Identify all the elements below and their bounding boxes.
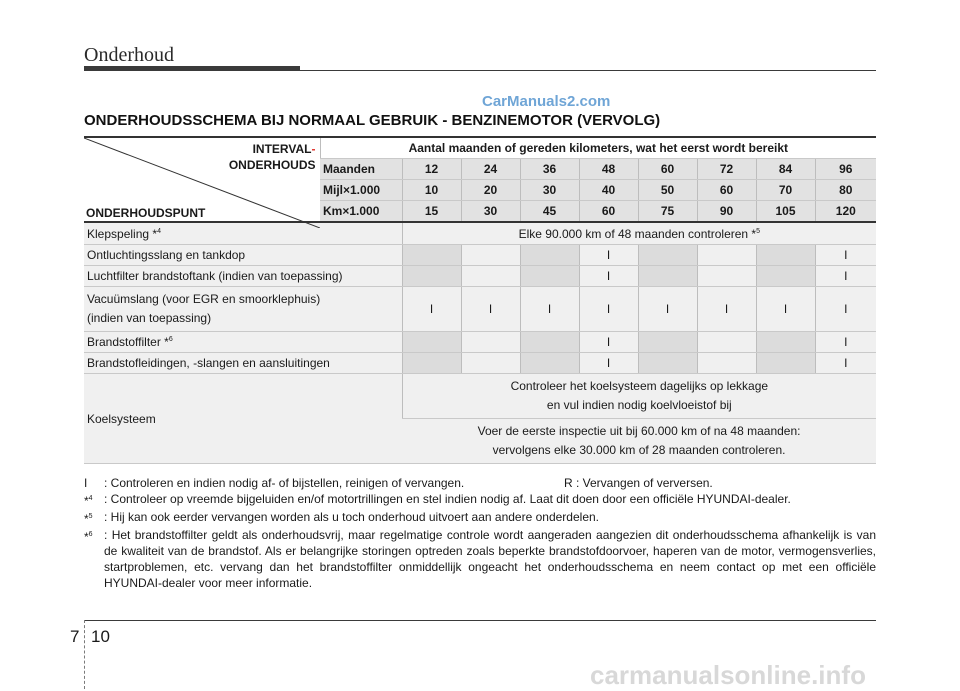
header-cell: 40 <box>579 180 638 201</box>
legend-row <box>84 475 876 491</box>
table-row <box>84 287 876 332</box>
header-row-label: Km×1.000 <box>320 201 402 223</box>
value-cell: I <box>579 287 638 332</box>
item-name: Klepspeling *$^4$ <box>84 222 402 245</box>
footnotes <box>84 475 876 591</box>
value-cell <box>520 245 579 266</box>
item-name: Ontluchtingsslang en tankdop <box>84 245 402 266</box>
page-header-title: Onderhoud <box>84 44 174 66</box>
header-cell: 24 <box>461 159 520 180</box>
legend-replace: R : Vervangen of verversen. <box>564 476 713 490</box>
legend-inspect: I : Controleren en indien nodig af- of bijstellen, reinigen of vervangen. <box>84 476 465 490</box>
value-cell: I <box>579 266 638 287</box>
footnote-4: *$^4$ : Controleer op vreemde bijgeluiden en/of motortrillingen en stel indien nodig af. Laat dit doen door een officiële HYUNDAI-dealer. <box>84 492 791 508</box>
footnote-6: *$^6$ : Het brandstoffilter geldt als onderhoudsvrij, maar regelmatige controle wordt aangeraden aangezien dit onderhoudsschema afhankelijk is van de kwaliteit van de brandstof. Als er belangrijke storingen optreden zoals beperkte brandstofdoorvoer, haperen van de motor, vermogensverlies, startproblemen, etc. vervang dan het brandstoffilter onmiddellijk ongeacht het onderhoudsschema en neem contact op met een officiële HYUNDAI-dealer voor meer informatie. <box>84 528 876 590</box>
header-cell: 15 <box>402 201 461 223</box>
table-header-caption-row <box>84 137 876 159</box>
koelsysteem-check-text: Controleer het koelsysteem dagelijks op lekkage en vul indien nodig koelvloeistof bij <box>402 374 876 419</box>
header-cell: 30 <box>461 201 520 223</box>
value-cell <box>697 332 756 353</box>
header-cell: 12 <box>402 159 461 180</box>
header-cell: 120 <box>815 201 876 223</box>
value-cell <box>402 353 461 374</box>
header-row-label: Maanden <box>320 159 402 180</box>
value-cell: I <box>579 332 638 353</box>
item-name: Vacuümslang (voor EGR en smoorklephuis) (indien van toepassing) <box>84 287 402 332</box>
header-cell: 48 <box>579 159 638 180</box>
header-cell: 36 <box>520 159 579 180</box>
header-cell: 70 <box>756 180 815 201</box>
value-cell <box>461 332 520 353</box>
value-cell <box>756 353 815 374</box>
value-cell <box>461 266 520 287</box>
item-name: Koelsysteem <box>84 374 402 464</box>
table-header-caption: Aantal maanden of gereden kilometers, wat het eerst wordt bereikt <box>320 137 876 159</box>
page-number: 10 <box>91 627 110 646</box>
value-cell <box>402 266 461 287</box>
chapter-number: 7 <box>70 627 80 646</box>
item-name: Brandstoffilter *$^6$ <box>84 332 402 353</box>
header-cell: 75 <box>638 201 697 223</box>
value-cell: I <box>402 287 461 332</box>
value-cell <box>638 245 697 266</box>
header-cell: 50 <box>638 180 697 201</box>
table-row <box>84 332 876 353</box>
header-row-label: Mijl×1.000 <box>320 180 402 201</box>
value-cell: I <box>756 287 815 332</box>
header-cell: 20 <box>461 180 520 201</box>
table-row <box>84 245 876 266</box>
table-row <box>84 353 876 374</box>
header-cell: 72 <box>697 159 756 180</box>
value-cell <box>461 353 520 374</box>
value-cell <box>402 245 461 266</box>
value-cell <box>697 266 756 287</box>
header-cell: 10 <box>402 180 461 201</box>
value-cell <box>638 353 697 374</box>
value-cell: I <box>815 353 876 374</box>
watermark-top: CarManuals2.com <box>482 93 611 110</box>
header-cell: 80 <box>815 180 876 201</box>
corner-onderhoudspunt-label: ONDERHOUDSPUNT <box>86 206 206 220</box>
value-cell <box>756 332 815 353</box>
value-cell <box>638 266 697 287</box>
koelsysteem-inspection-text: Voer de eerste inspectie uit bij 60.000 km of na 48 maanden: vervolgens elke 30.000 km of 28 maanden controleren. <box>402 419 876 464</box>
value-cell <box>402 332 461 353</box>
table-row <box>84 266 876 287</box>
value-cell: I <box>815 332 876 353</box>
value-cell: I <box>815 266 876 287</box>
watermark-bottom: carmanualsonline.info <box>590 660 866 690</box>
header-rule <box>300 70 876 71</box>
header-bar <box>84 66 300 71</box>
corner-interval-label: INTERVAL- <box>252 142 316 156</box>
table-row-koelsysteem-1 <box>84 374 876 419</box>
value-cell: I <box>520 287 579 332</box>
item-interval-text: Elke 90.000 km of 48 maanden controleren *$^5$ <box>402 222 876 245</box>
value-cell <box>756 266 815 287</box>
value-cell: I <box>579 353 638 374</box>
value-cell <box>520 353 579 374</box>
value-cell: I <box>697 287 756 332</box>
value-cell <box>520 266 579 287</box>
value-cell <box>520 332 579 353</box>
value-cell <box>756 245 815 266</box>
header-cell: 60 <box>697 180 756 201</box>
table-corner-cell <box>84 137 320 222</box>
section-title: ONDERHOUDSSCHEMA BIJ NORMAAL GEBRUIK - BENZINEMOTOR (VERVOLG) <box>84 112 661 129</box>
header-cell: 30 <box>520 180 579 201</box>
value-cell <box>461 245 520 266</box>
corner-onderhouds-label: ONDERHOUDS <box>228 158 316 172</box>
value-cell: I <box>461 287 520 332</box>
item-name: Brandstofleidingen, -slangen en aansluitingen <box>84 353 402 374</box>
footer-rule <box>84 620 876 621</box>
value-cell <box>697 245 756 266</box>
footnote-5: *$^5$ : Hij kan ook eerder vervangen worden als u toch onderhoud uitvoert aan andere onderdelen. <box>84 510 599 526</box>
value-cell <box>697 353 756 374</box>
maintenance-schedule-table <box>84 136 876 464</box>
header-cell: 84 <box>756 159 815 180</box>
value-cell: I <box>815 245 876 266</box>
value-cell: I <box>638 287 697 332</box>
value-cell: I <box>579 245 638 266</box>
header-cell: 60 <box>638 159 697 180</box>
header-cell: 96 <box>815 159 876 180</box>
header-cell: 90 <box>697 201 756 223</box>
item-name: Luchtfilter brandstoftank (indien van toepassing) <box>84 266 402 287</box>
header-cell: 45 <box>520 201 579 223</box>
header-cell: 105 <box>756 201 815 223</box>
header-cell: 60 <box>579 201 638 223</box>
value-cell: I <box>815 287 876 332</box>
footer-divider <box>84 620 85 689</box>
value-cell <box>638 332 697 353</box>
